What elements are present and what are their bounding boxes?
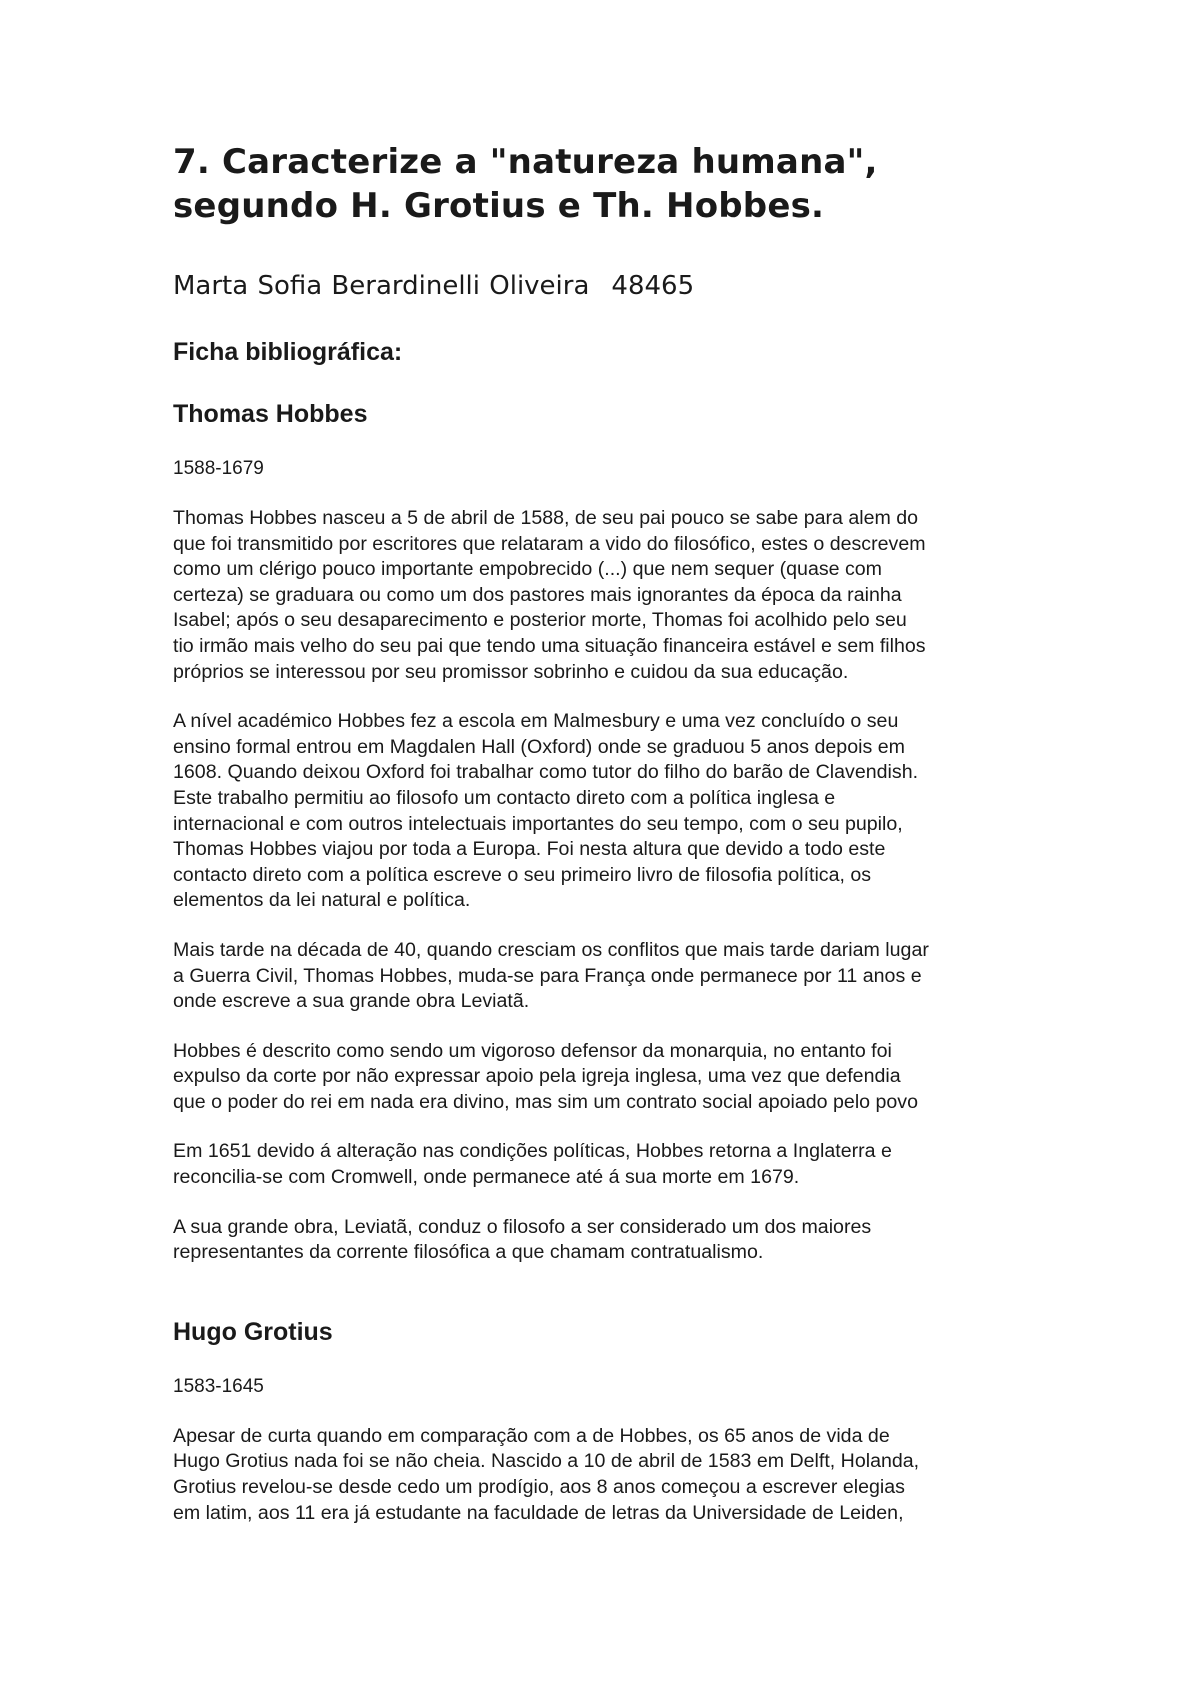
paragraph: Hobbes é descrito como sendo um vigoroso defensor da monarquia, no entanto foi expulso da corte por não expressar apoio pela igreja inglesa, uma vez que defendia que o poder do rei em nada era divino, mas sim um contrato social apoiado pelo povo	[173, 1039, 919, 1113]
section-hugo-grotius	[173, 1316, 1053, 1526]
author-name: Marta Sofia Berardinelli Oliveira	[173, 271, 590, 301]
section-heading: Thomas Hobbes	[173, 400, 368, 428]
student-number: 48465	[611, 271, 695, 301]
paragraph: Em 1651 devido á alteração nas condições políticas, Hobbes retorna a Inglaterra e reconcilia-se com Cromwell, onde permanece até á sua morte em 1679.	[173, 1140, 892, 1189]
paragraph: A sua grande obra, Leviatã, conduz o filosofo a ser considerado um dos maiores representantes da corrente filosófica a que chamam contratualismo.	[173, 1215, 872, 1264]
section-heading: Hugo Grotius	[173, 1317, 333, 1346]
life-dates: 1588-1679	[173, 458, 264, 479]
paragraph: Mais tarde na década de 40, quando cresciam os conflitos que mais tarde dariam lugar a Guerra Civil, Thomas Hobbes, muda-se para França onde permanece por 11 anos e onde escreve a sua grande obra Leviatã.	[173, 938, 929, 1013]
bibliography-label: Ficha bibliográfica:	[173, 338, 403, 366]
paragraph: Apesar de curta quando em comparação com a de Hobbes, os 65 anos de vida de Hugo Grotius nada foi se não cheia. Nascido a 10 de abril de 1583 em Delft, Holanda, Grotius revelou-se desde cedo um prodígio, aos 8 anos começou a escrever elegias em latim, aos 11 era já estudante na faculdade de letras da Universidade de Leiden,	[173, 1424, 920, 1524]
author-line	[173, 270, 1053, 302]
title-line-2: segundo H. Grotius e Th. Hobbes.	[173, 186, 825, 226]
paragraph: A nível académico Hobbes fez a escola em Malmesbury e uma vez concluído o seu ensino formal entrou em Magdalen Hall (Oxford) onde se graduou 5 anos depois em 1608. Quando deixou Oxford foi trabalhar como tutor do filho do barão de Clavendish. Este trabalho permitiu ao filosofo um contacto direto com a política inglesa e internacional e com outros intelectuais importantes do seu tempo, com o seu pupilo, Thomas Hobbes viajou por toda a Europa. Foi nesta altura que devido a todo este contacto direto com a política escreve o seu primeiro livro de filosofia política, os elementos da lei natural e política.	[173, 710, 919, 912]
paragraph: Thomas Hobbes nasceu a 5 de abril de 1588, de seu pai pouco se sabe para alem do que foi transmitido por escritores que relataram a vido do filosófico, estes o descrevem como um clérigo pouco importante empobrecido (...) que nem sequer (quase com certeza) se graduara ou como um dos pastores mais ignorantes da época da rainha Isabel; após o seu desaparecimento e posterior morte, Thomas foi acolhido pelo seu tio irmão mais velho do seu pai que tendo uma situação financeira estável e sem filhos próprios se interessou por seu promissor sobrinho e cuidou da sua educação.	[173, 507, 926, 683]
title-line-1: 7. Caracterize a "natureza humana",	[173, 142, 878, 182]
document-page	[173, 140, 1053, 1526]
section-thomas-hobbes	[173, 398, 1053, 1266]
life-dates: 1583-1645	[173, 1375, 264, 1397]
document-title	[173, 140, 1053, 228]
